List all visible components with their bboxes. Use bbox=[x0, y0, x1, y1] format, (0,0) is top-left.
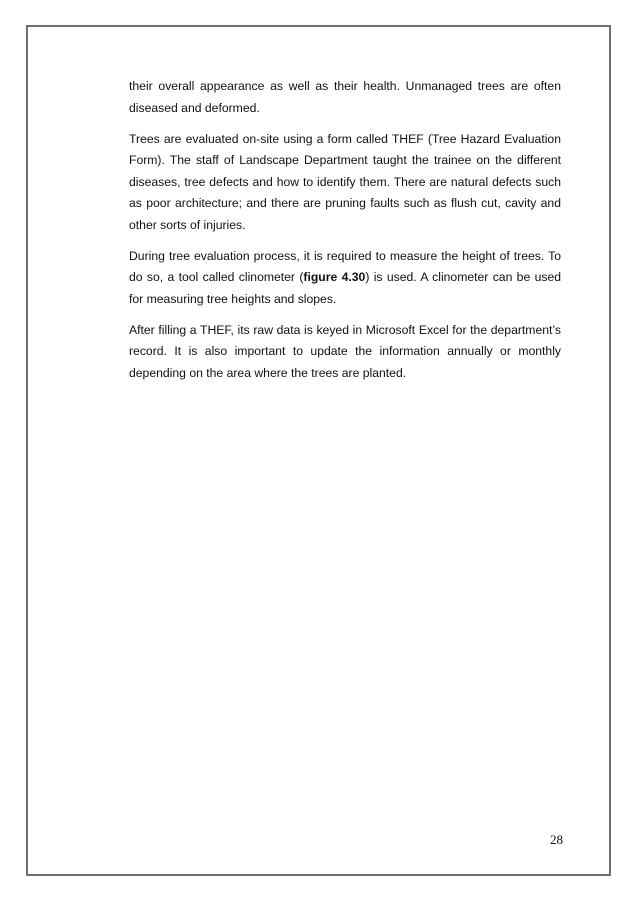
paragraph-appearance: their overall appearance as well as their health. Unmanaged trees are often diseased and deformed. bbox=[129, 79, 561, 115]
body-text bbox=[129, 76, 561, 394]
paragraph-data-entry: After filling a THEF, its raw data is keyed in Microsoft Excel for the department’s record. It is also important to update the information annually or monthly depending on the area where the trees are planted. bbox=[129, 322, 561, 380]
paragraph-clinometer-text-start: During tree evaluation process, it is required to measure the height of trees. To do so, a tool called clinometer ( bbox=[129, 248, 561, 284]
paragraph-clinometer bbox=[129, 246, 561, 311]
figure-reference: figure 4.30 bbox=[303, 270, 366, 284]
paragraph-thef-evaluation: Trees are evaluated on-site using a form called THEF (Tree Hazard Evaluation Form). The staff of Landscape Department taught the trainee on the different diseases, tree defects and how to identify them. There are natural defects such as poor architecture; and there are pruning faults such as flush cut, cavity and other sorts of injuries. bbox=[129, 131, 561, 232]
page-number: 28 bbox=[550, 832, 563, 847]
paragraph-clinometer-text-end: ) is used. A clinometer can be used for measuring tree heights and slopes. bbox=[129, 270, 562, 306]
